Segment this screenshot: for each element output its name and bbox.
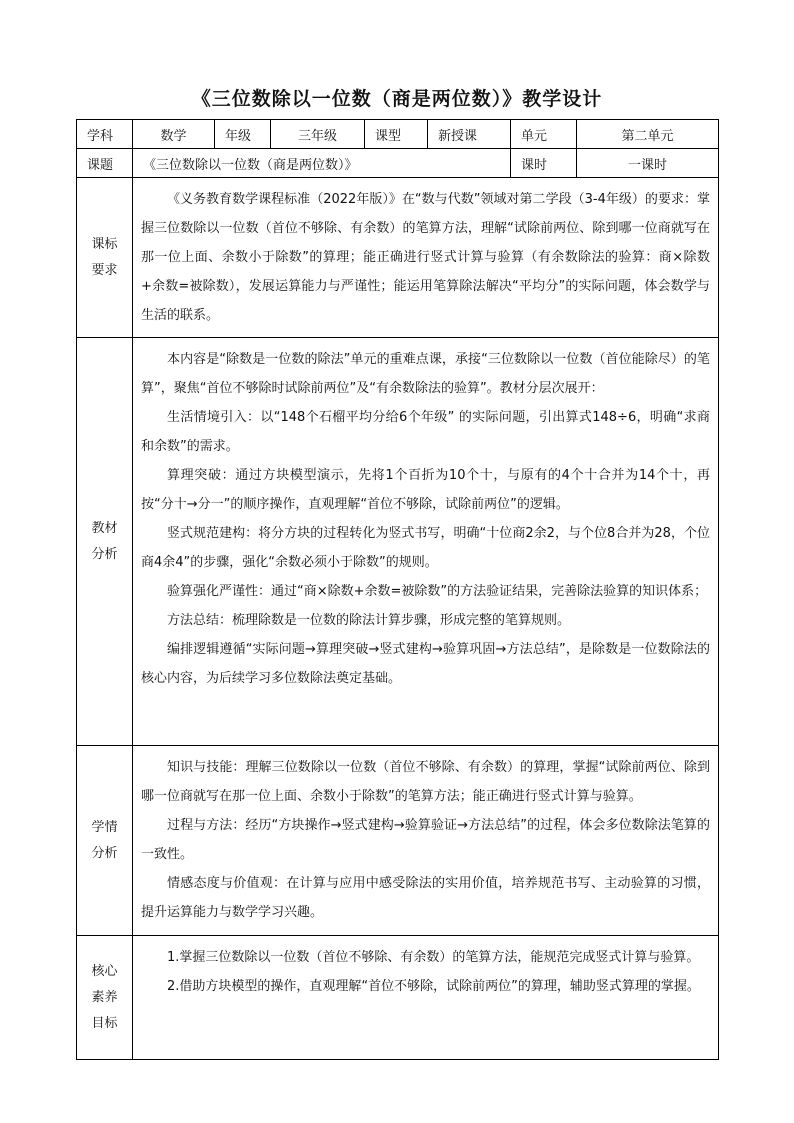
info-row-1 (77, 120, 719, 149)
goals-section-content (133, 936, 719, 1060)
unit-label: 单元 (511, 120, 577, 149)
hours-label: 课时 (511, 149, 577, 178)
material-section (77, 338, 719, 746)
goals-section (77, 936, 719, 1060)
lesson-type-value: 新授课 (428, 120, 511, 149)
grade-value: 三年级 (271, 120, 365, 149)
topic-value: 《三位数除以一位数（商是两位数）》 (133, 149, 511, 178)
students-section-content (133, 746, 719, 936)
paragraph: 本内容是“除数是一位数的除法”单元的重难点课，承接“三位数除以一位数（首位能除尽）的笔算”，聚焦“首位不够除时试除前两位”及“有余数除法的验算”。教材分层次展开： (141, 352, 710, 396)
paragraph: 验算强化严谨性：通过“商×除数+余数=被除数”的方法验证结果，完善除法验算的知识体系； (167, 584, 708, 599)
material-section-content (133, 338, 719, 746)
material-section-label: 教材 分析 (77, 338, 133, 746)
subject-label: 学科 (77, 120, 133, 149)
paragraph: 过程与方法：经历“方块操作→竖式建构→验算验证→方法总结”的过程，体会多位数除法笔算的一致性。 (141, 818, 710, 862)
lesson-plan-table (76, 119, 719, 1060)
paragraph: 生活情境引入：以“148个石榴平均分给6个年级” 的实际问题，引出算式148÷6，明确“求商和余数”的需求。 (141, 410, 710, 454)
paragraph: 1.掌握三位数除以一位数（首位不够除、有余数）的笔算方法，能规范完成竖式计算与验算。 (167, 950, 700, 965)
paragraph: 方法总结：梳理除数是一位数的除法计算步骤，形成完整的笔算规则。 (167, 613, 571, 628)
topic-label: 课题 (77, 149, 133, 178)
lesson-type-label: 课型 (365, 120, 428, 149)
grade-label: 年级 (215, 120, 271, 149)
subject-value: 数学 (133, 120, 215, 149)
standard-section (77, 178, 719, 338)
students-section (77, 746, 719, 936)
paragraph: 2.借助方块模型的操作，直观理解“首位不够除，试除前两位”的算理，辅助竖式算理的掌握。 (167, 979, 700, 994)
hours-value: 一课时 (577, 149, 719, 178)
paragraph: 竖式规范建构：将分方块的过程转化为竖式书写，明确“十位商2余2，与个位8合并为28，个位商4余4”的步骤，强化“余数必须小于除数”的规则。 (141, 526, 710, 570)
paragraph: 编排逻辑遵循“实际问题→算理突破→竖式建构→验算巩固→方法总结”，是除数是一位数除法的核心内容，为后续学习多位数除法奠定基础。 (141, 642, 710, 686)
goals-section-label: 核心 素养 目标 (77, 936, 133, 1060)
paragraph: 《义务教育数学课程标准（2022年版）》在“数与代数”领域对第二学段（3-4年级）的要求：掌握三位数除以一位数（首位不够除、有余数）的笔算方法，理解“试除前两位、除到哪一位商就写在那一位上面、余数小于除数”的算理；能正确进行竖式计算与验算（有余数除法的验算：商×除数+余数=被除数），发展运算能力与严谨性；能运用笔算除法解决“平均分”的实际问题，体会数学与生活的联系。 (141, 192, 710, 323)
students-section-label: 学情 分析 (77, 746, 133, 936)
standard-section-content (133, 178, 719, 338)
document-title: 《三位数除以一位数（商是两位数）》教学设计 (191, 88, 603, 110)
standard-section-label: 课标 要求 (77, 178, 133, 338)
paragraph: 算理突破：通过方块模型演示，先将1个百折为10个十，与原有的4个十合并为14个十，再按“分十→分一”的顺序操作，直观理解“首位不够除，试除前两位”的逻辑。 (141, 468, 710, 512)
paragraph: 知识与技能：理解三位数除以一位数（首位不够除、有余数）的算理，掌握“试除前两位、除到哪一位商就写在那一位上面、余数小于除数”的笔算方法；能正确进行竖式计算与验算。 (141, 760, 710, 804)
unit-value: 第二单元 (577, 120, 719, 149)
info-row-2 (77, 149, 719, 178)
paragraph: 情感态度与价值观：在计算与应用中感受除法的实用价值，培养规范书写、主动验算的习惯，提升运算能力与数学学习兴趣。 (141, 876, 710, 920)
